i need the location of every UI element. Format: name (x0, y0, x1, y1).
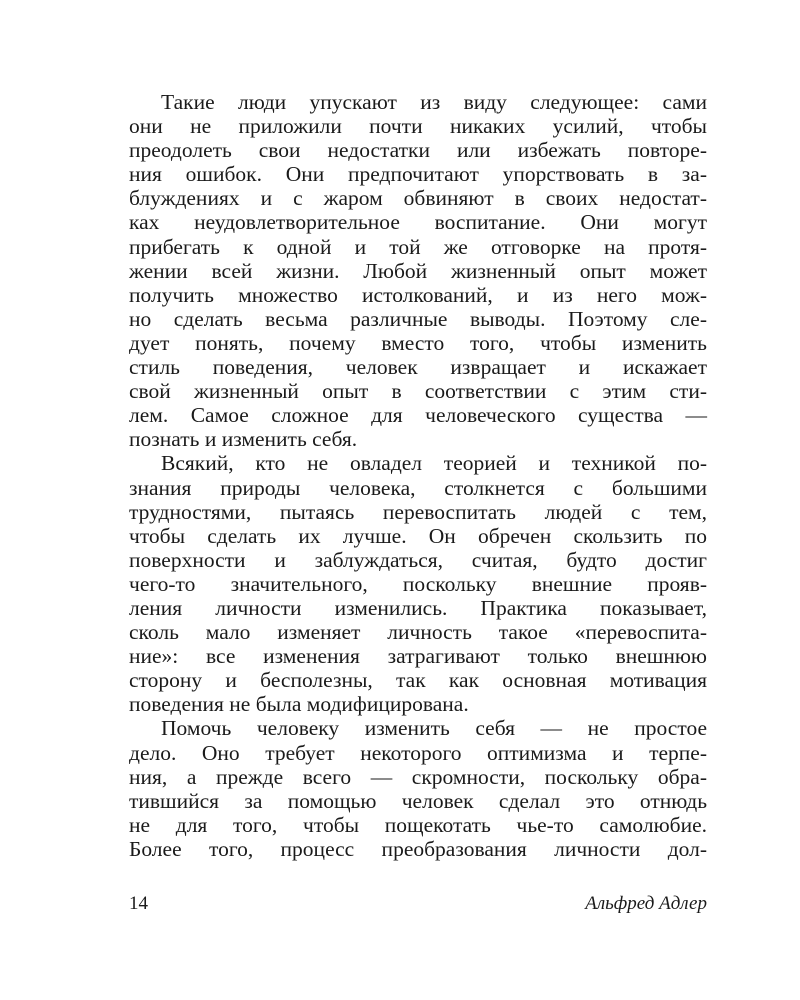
text-line: сколь мало изменяет личность такое «перевоспита- (129, 620, 707, 645)
text-line: ние»: все изменения затрагивают только внешнюю (129, 644, 707, 669)
text-line: чтобы сделать их лучше. Он обречен скользить по (129, 523, 707, 548)
text-line: ления личности изменились. Практика показывает, (129, 595, 707, 620)
text-line: дело. Оно требует некоторого оптимизма и терпе- (129, 740, 707, 765)
text-line: знания природы человека, столкнется с большими (129, 475, 707, 500)
text-line: Такие люди упускают из виду следующее: сами (161, 90, 707, 114)
text-line: блуждениях и с жаром обвиняют в своих недостат- (129, 186, 707, 211)
text-line: получить множество истолкований, и из него мож- (129, 282, 707, 307)
text-line: прибегать к одной и той же отговорке на протя- (129, 234, 707, 259)
text-line: тившийся за помощью человек сделал это отнюдь (129, 788, 707, 813)
text-line: лем. Самое сложное для человеческого существа — (129, 403, 707, 428)
running-author: Альфред Адлер (585, 893, 707, 914)
text-line: Более того, процесс преобразования личности дол- (129, 836, 707, 861)
text-line: Помочь человеку изменить себя — не простое (161, 716, 707, 741)
text-line: ния, а прежде всего — скромности, поскольку обра- (129, 764, 707, 789)
body-text (129, 90, 707, 861)
text-line: Всякий, кто не овладел теорией и техникой по- (161, 451, 707, 476)
text-line: ния ошибок. Они предпочитают упорствовать в за- (129, 162, 707, 187)
text-line: преодолеть свои недостатки или избежать повторе- (129, 138, 707, 163)
text-line: жении всей жизни. Любой жизненный опыт может (129, 258, 707, 283)
page-footer (129, 893, 707, 917)
text-line: дует понять, почему вместо того, чтобы изменить (129, 330, 707, 355)
text-line: трудностями, пытаясь перевоспитать людей с тем, (129, 499, 707, 524)
text-line: познать и изменить себя. (129, 427, 358, 452)
text-line: сторону и бесполезны, так как основная мотивация (129, 668, 707, 693)
text-line: свой жизненный опыт в соответствии с этим сти- (129, 379, 707, 404)
text-line: не для того, чтобы пощекотать чье-то самолюбие. (129, 812, 707, 837)
text-line: но сделать весьма различные выводы. Поэтому сле- (129, 306, 707, 331)
text-line: стиль поведения, человек извращает и искажает (129, 355, 707, 380)
text-line: они не приложили почти никаких усилий, чтобы (129, 114, 707, 139)
text-line: ках неудовлетворительное воспитание. Они могут (129, 210, 707, 235)
text-line: чего-то значительного, поскольку внешние прояв- (129, 571, 707, 596)
text-line: поведения не была модифицирована. (129, 692, 469, 717)
text-line: поверхности и заблуждаться, считая, будто достиг (129, 547, 707, 572)
page-number: 14 (129, 893, 148, 914)
